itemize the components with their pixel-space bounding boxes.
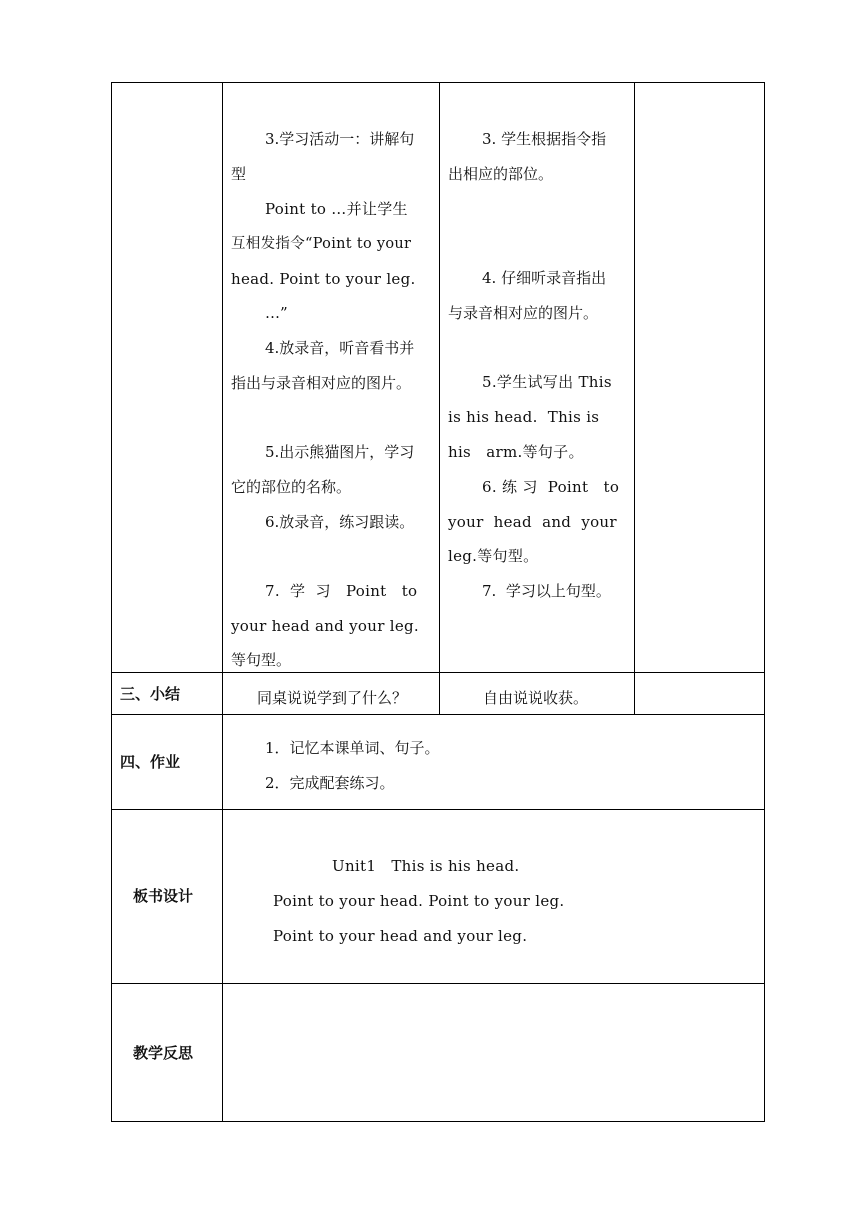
teacher-activity-line: 3.学习活动一：讲解句 [265,130,415,148]
teacher-activity-line: 互相发指令“Point to your [231,236,412,252]
teacher-activity-line: 6.放录音，练习跟读。 [265,513,415,531]
teacher-activity-line: …” [265,304,288,322]
teacher-activity-line: 7. 学 习 Point to [265,582,418,600]
row-divider-board [111,809,765,810]
homework-item: 2．完成配套练习。 [265,774,395,792]
teacher-activity-line: 指出与录音相对应的图片。 [231,374,412,392]
teacher-activity-line: 4.放录音，听音看书并 [265,339,415,357]
row-divider-summary [111,672,765,673]
student-activity-line: 出相应的部位。 [448,165,554,183]
homework-label: 四、作业 [120,753,181,771]
row-divider-homework [111,714,765,715]
column-divider-3 [634,82,635,714]
student-activity-line: your head and your [448,513,617,531]
summary-teacher: 同桌说说学到了什么？ [257,689,408,707]
student-activity-line: his arm.等句子。 [448,443,584,461]
student-activity-line: 4. 仔细听录音指出 [482,269,607,287]
teacher-activity-line: 5.出示熊猫图片，学习 [265,443,415,461]
summary-student: 自由说说收获。 [483,689,589,707]
board-line: Point to your head. Point to your leg. [273,892,565,910]
table-border-right [764,82,765,1122]
teacher-activity-line: head. Point to your leg. [231,270,416,288]
table-border-left [111,82,112,1122]
teacher-activity-line: 等句型。 [231,651,292,669]
student-activity-line: 与录音相对应的图片。 [448,304,599,322]
teacher-activity-line: Point to …并让学生 [265,200,408,218]
table-border-bottom [111,1121,765,1122]
board-label: 板书设计 [133,887,194,905]
student-activity-line: 7. 学习以上句型。 [482,582,611,600]
row-divider-reflection [111,983,765,984]
student-activity-line: leg.等句型。 [448,547,539,565]
reflection-label: 教学反思 [133,1044,194,1062]
board-line: Point to your head and your leg. [273,927,528,945]
teacher-activity-line: 它的部位的名称。 [231,478,352,496]
student-activity-line: 5.学生试写出 This [482,373,612,391]
column-divider-1 [222,82,223,1122]
summary-label: 三、小结 [120,685,181,703]
homework-item: 1．记忆本课单词、句子。 [265,739,440,757]
teacher-activity-line: your head and your leg. [231,617,419,635]
student-activity-line: 6. 练 习 Point to [482,478,620,496]
column-divider-2 [439,82,440,714]
student-activity-line: 3. 学生根据指令指 [482,130,607,148]
table-border-top [111,82,765,83]
teacher-activity-line: 型 [231,165,247,183]
board-line: Unit1 This is his head. [332,857,520,875]
student-activity-line: is his head. This is [448,408,600,426]
